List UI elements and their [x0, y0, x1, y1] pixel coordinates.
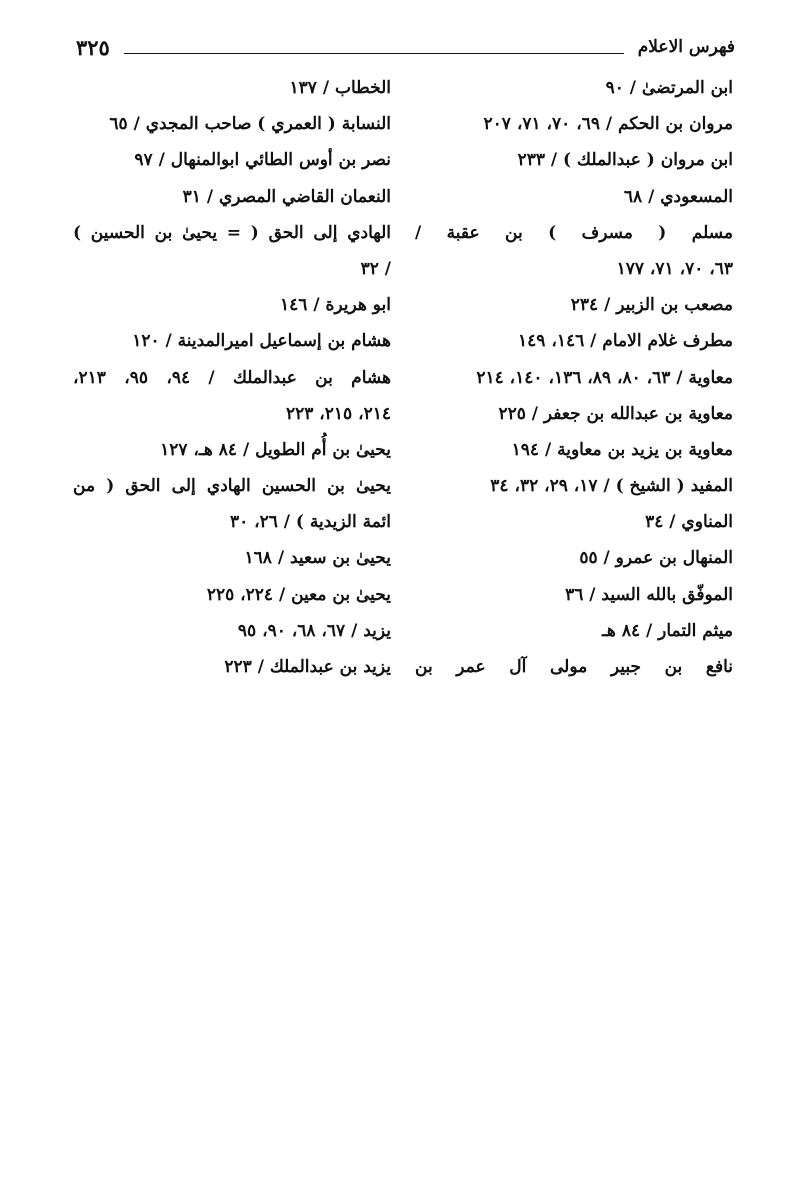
index-entry: ائمة الزيدية ) / ٢٦، ٣٠	[229, 512, 391, 533]
page-header	[76, 30, 735, 64]
index-entry: هشام بن إسماعيل اميرالمدينة / ١٢٠	[132, 331, 391, 352]
index-entry: ميثم التمار / ٨٤ هـ	[601, 620, 733, 641]
index-entry: النسابة ( العمري ) صاحب المجدي / ٦٥	[109, 114, 391, 135]
index-entry: الخطاب / ١٣٧	[289, 78, 391, 98]
running-title: فهرس الاعلام	[637, 37, 735, 57]
index-entry: مسلم ( مسرف ) بن عقبة /	[415, 222, 733, 243]
index-entry: هشام بن عبدالملك / ٩٤، ٩٥، ٢١٣،	[73, 367, 391, 388]
index-entry: نافع بن جبير مولى آل عمر بن	[415, 657, 733, 677]
index-entry: النعمان القاضي المصري / ٣١	[182, 186, 391, 207]
index-column-right	[415, 70, 733, 685]
index-entry: يزيد / ٦٧، ٦٨، ٩٠، ٩٥	[237, 620, 391, 641]
index-entry: يزيد بن عبدالملك / ٢٢٣	[224, 657, 391, 677]
index-entry: المنهال بن عمرو / ٥٥	[579, 548, 733, 569]
index-entry: ابن المرتضىٰ / ٩٠	[605, 78, 733, 98]
index-column-left	[73, 70, 391, 685]
index-entry: / ٣٢	[360, 258, 391, 279]
index-entry: ابن مروان ( عبدالملك ) / ٢٣٣	[517, 150, 733, 171]
index-entry: المفيد ( الشيخ ) / ١٧، ٢٩، ٣٢، ٣٤	[490, 476, 733, 497]
index-entry: نصر بن أوس الطائي ابوالمنهال / ٩٧	[134, 150, 391, 171]
index-entry: معاوية بن عبدالله بن جعفر / ٢٢٥	[498, 403, 733, 424]
page-number: ٣٢٥	[76, 34, 110, 60]
index-entry: ٦٣، ٧٠، ٧١، ١٧٧	[616, 258, 733, 279]
index-entry: مطرف غلام الامام / ١٤٦، ١٤٩	[518, 331, 733, 352]
index-entry: يحيىٰ بن معين / ٢٢٤، ٢٢٥	[206, 584, 391, 605]
index-entry: المناوي / ٣٤	[645, 512, 733, 533]
index-entry: يحيىٰ بن أُم الطويل / ٨٤ هـ، ١٢٧	[160, 439, 391, 460]
index-entry: ٢١٤، ٢١٥، ٢٢٣	[285, 403, 391, 424]
index-entry: معاوية / ٦٣، ٨٠، ٨٩، ١٣٦، ١٤٠، ٢١٤	[476, 367, 733, 388]
header-rule	[124, 53, 624, 54]
index-entry: مروان بن الحكم / ٦٩، ٧٠، ٧١، ٢٠٧	[483, 114, 733, 135]
index-entry: الهادي إلى الحق ( = يحيىٰ بن الحسين )	[73, 222, 391, 243]
index-entry: المسعودي / ٦٨	[623, 186, 733, 207]
index-entry: يحيىٰ بن سعيد / ١٦٨	[244, 548, 391, 569]
index-entry: معاوية بن يزيد بن معاوية / ١٩٤	[511, 439, 733, 460]
index-entry: الموفّق بالله السيد / ٣٦	[565, 584, 733, 605]
index-entry: يحيىٰ بن الحسين الهادي إلى الحق ( من	[73, 476, 391, 497]
index-entry: مصعب بن الزبير / ٢٣٤	[570, 295, 733, 316]
index-entry: ابو هريرة / ١٤٦	[280, 295, 391, 316]
